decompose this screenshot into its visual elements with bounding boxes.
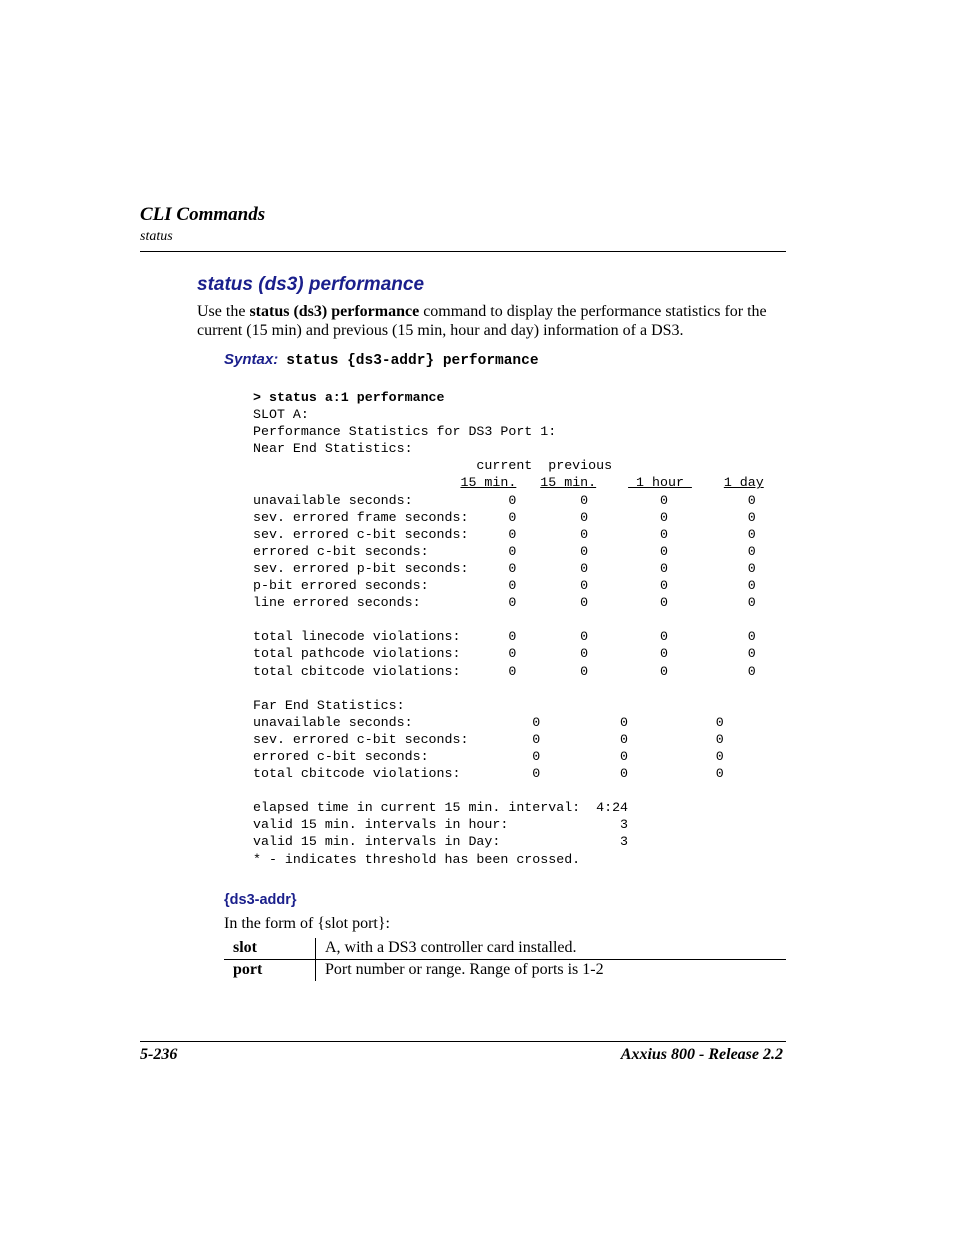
intro-prefix: Use the <box>197 303 250 320</box>
param-name: port <box>224 960 316 982</box>
far-end-row: total cbitcode violations: 0 0 0 <box>253 766 724 782</box>
near-end-row: line errored seconds: 0 0 0 0 <box>253 595 756 611</box>
far-end-row: errored c-bit seconds: 0 0 0 <box>253 748 724 764</box>
valid-intervals-hour: valid 15 min. intervals in hour: 3 <box>253 817 629 833</box>
threshold-footnote: * - indicates threshold has been crossed. <box>253 851 581 867</box>
violation-row: total cbitcode violations: 0 0 0 0 <box>253 663 756 679</box>
page-number: 5-236 <box>140 1046 178 1063</box>
table-row <box>224 938 786 960</box>
parameter-heading: {ds3-addr} <box>224 892 297 908</box>
syntax-label: Syntax: <box>224 351 279 368</box>
elapsed-time: elapsed time in current 15 min. interval: 4:24 <box>253 800 629 816</box>
near-end-label: Near End Statistics: <box>253 441 413 457</box>
parameter-description: In the form of {slot port}: <box>224 915 390 932</box>
footer-divider <box>140 1041 786 1042</box>
table-row <box>224 960 786 982</box>
parameter-table <box>224 938 786 981</box>
param-desc: A, with a DS3 controller card installed. <box>316 938 787 960</box>
intro-paragraph <box>197 303 787 340</box>
example-command: > status a:1 performance <box>253 390 445 405</box>
near-end-row: sev. errored frame seconds: 0 0 0 0 <box>253 509 756 525</box>
header-divider <box>140 251 786 252</box>
near-end-row: unavailable seconds: 0 0 0 0 <box>253 492 756 508</box>
intro-command: status (ds3) performance <box>249 303 420 320</box>
syntax-command: status {ds3-addr} performance <box>286 353 539 369</box>
column-header: 1 hour <box>628 475 692 491</box>
stats-title: Performance Statistics for DS3 Port 1: <box>253 424 557 440</box>
near-end-row: p-bit errored seconds: 0 0 0 0 <box>253 578 756 594</box>
example-output <box>253 389 764 868</box>
column-header: 1 day <box>723 475 764 491</box>
far-end-label: Far End Statistics: <box>253 697 405 713</box>
slot-line: SLOT A: <box>253 407 309 423</box>
far-end-row: sev. errored c-bit seconds: 0 0 0 <box>253 731 724 747</box>
violation-row: total linecode violations: 0 0 0 0 <box>253 629 756 645</box>
near-end-row: sev. errored c-bit seconds: 0 0 0 0 <box>253 526 756 542</box>
column-header: 15 min. <box>460 475 517 491</box>
product-release: Axxius 800 - Release 2.2 <box>620 1046 783 1063</box>
param-desc: Port number or range. Range of ports is 1-2 <box>325 961 604 978</box>
command-title: status (ds3) performance <box>197 274 425 295</box>
valid-intervals-day: valid 15 min. intervals in Day: 3 <box>253 834 629 850</box>
near-end-row: sev. errored p-bit seconds: 0 0 0 0 <box>253 560 756 576</box>
param-name: slot <box>224 938 316 960</box>
chapter-title: CLI Commands <box>140 204 266 225</box>
violation-row: total pathcode violations: 0 0 0 0 <box>253 646 756 662</box>
column-header-row <box>253 475 764 490</box>
syntax-line <box>224 351 539 369</box>
far-end-row: unavailable seconds: 0 0 0 <box>253 714 724 730</box>
near-end-row: errored c-bit seconds: 0 0 0 0 <box>253 543 756 559</box>
column-header: 15 min. <box>540 475 597 491</box>
section-subtitle: status <box>140 229 173 244</box>
column-header-top: current previous <box>253 458 613 474</box>
intro-suffix: command to display the performance statistics for the current (15 min) and previous (15 min, hour and day) information of a DS3. <box>197 303 767 339</box>
